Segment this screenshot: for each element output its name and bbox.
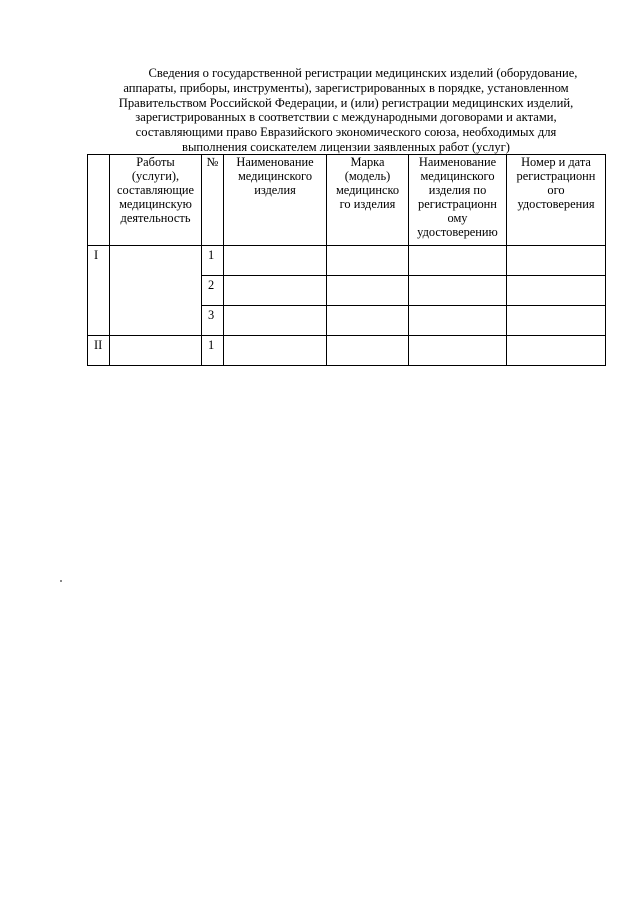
registration-name-cell	[409, 246, 507, 276]
group-roman-numeral: I	[88, 246, 110, 336]
header-registration-number: Номер и дата регистрационн ого удостоверения	[507, 155, 606, 246]
registration-name-cell	[409, 306, 507, 336]
table-row	[88, 336, 606, 366]
registration-name-cell	[409, 276, 507, 306]
device-name-cell	[224, 276, 327, 306]
heading-line-2: аппараты, приборы, инструменты), зарегистрированных в порядке, установленном	[123, 80, 569, 95]
registration-table	[87, 154, 606, 366]
row-number: 1	[202, 246, 224, 276]
header-registration-name: Наименование медицинского изделия по регистрационн ому удостоверению	[409, 155, 507, 246]
heading-line-3: Правительством Российской Федерации, и (или) регистрации медицинских изделий,	[118, 95, 574, 110]
registration-number-cell	[507, 306, 606, 336]
registration-number-cell	[507, 246, 606, 276]
table-row	[88, 246, 606, 276]
brand-model-cell	[327, 276, 409, 306]
header-group-cell	[88, 155, 110, 246]
registration-number-cell	[507, 276, 606, 306]
header-works: Работы (услуги), составляющие медицинскую деятельность	[110, 155, 202, 246]
header-number: №	[202, 155, 224, 246]
table-header-row	[88, 155, 606, 246]
row-number: 1	[202, 336, 224, 366]
document-heading	[86, 66, 606, 155]
heading-line-6: выполнения соискателем лицензии заявленных работ (услуг)	[182, 139, 510, 154]
header-device-name: Наименование медицинского изделия	[224, 155, 327, 246]
scan-speck	[60, 580, 62, 582]
device-name-cell	[224, 246, 327, 276]
heading-line-1: Сведения о государственной регистрации медицинских изделий (оборудование,	[148, 66, 578, 80]
registration-name-cell	[409, 336, 507, 366]
brand-model-cell	[327, 306, 409, 336]
row-number: 2	[202, 276, 224, 306]
row-number: 3	[202, 306, 224, 336]
registration-number-cell	[507, 336, 606, 366]
heading-line-4: зарегистрированных в соответствии с международными договорами и актами,	[135, 110, 557, 125]
brand-model-cell	[327, 336, 409, 366]
device-name-cell	[224, 336, 327, 366]
header-brand-model: Марка (модель) медицинско го изделия	[327, 155, 409, 246]
works-cell	[110, 246, 202, 336]
brand-model-cell	[327, 246, 409, 276]
heading-line-5: составляющими право Евразийского экономического союза, необходимых для	[135, 125, 557, 140]
works-cell	[110, 336, 202, 366]
device-name-cell	[224, 306, 327, 336]
group-roman-numeral: II	[88, 336, 110, 366]
